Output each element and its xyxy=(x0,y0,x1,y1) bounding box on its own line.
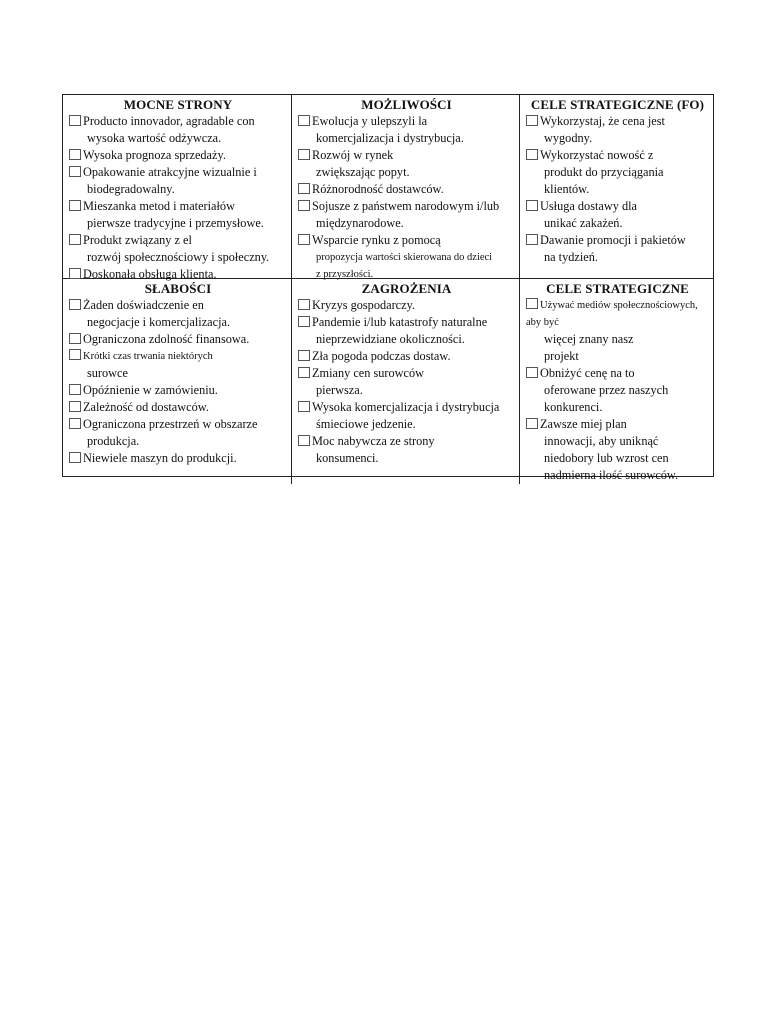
list-item: Opakowanie atrakcyjne wizualnie i xyxy=(69,164,287,181)
bullet-box-icon xyxy=(69,200,81,211)
list-item-continuation: pierwsze tradycyjne i przemysłowe. xyxy=(87,216,264,230)
bullet-box-icon xyxy=(298,367,310,378)
bullet-box-icon xyxy=(69,166,81,177)
swot-table xyxy=(62,94,714,482)
list-item-continuation: klientów. xyxy=(544,182,590,196)
list-item: Ograniczona przestrzeń w obszarze xyxy=(69,416,287,433)
list-item: Zależność od dostawców. xyxy=(69,399,287,416)
weaknesses-cell xyxy=(63,279,292,484)
bullet-box-icon xyxy=(526,367,538,378)
bullet-box-icon xyxy=(69,401,81,412)
list-item: Usługa dostawy dla xyxy=(526,198,709,215)
list-item-continuation: rozwój społecznościowy i społeczny. xyxy=(87,250,270,264)
strengths-cell xyxy=(63,95,292,279)
bullet-box-icon xyxy=(69,299,81,310)
bullet-box-icon xyxy=(69,115,81,126)
threats-cell xyxy=(292,279,520,484)
list-item: Niewiele maszyn do produkcji. xyxy=(69,450,287,467)
bullet-box-icon xyxy=(69,418,81,429)
bullet-box-icon xyxy=(69,234,81,245)
opportunities-list xyxy=(298,113,515,283)
list-item: Ewolucja y ulepszyli la xyxy=(298,113,515,130)
weaknesses-title: SŁABOŚCI xyxy=(144,281,212,296)
list-item: Dawanie promocji i pakietów xyxy=(526,232,709,249)
list-item-continuation: na tydzień. xyxy=(544,250,598,264)
list-item-continuation: konsumenci. xyxy=(316,451,379,465)
list-item: Wykorzystać nowość z xyxy=(526,147,709,164)
bullet-box-icon xyxy=(298,234,310,245)
list-item: Krótki czas trwania niektórych xyxy=(69,348,287,365)
list-item: Rozwój w rynek xyxy=(298,147,515,164)
list-item-continuation: produkt do przyciągania xyxy=(544,165,664,179)
bullet-box-icon xyxy=(298,149,310,160)
goals-fo-cell xyxy=(520,95,713,279)
bullet-box-icon xyxy=(526,418,538,429)
list-item-continuation: międzynarodowe. xyxy=(316,216,404,230)
list-item: Żaden doświadczenie en xyxy=(69,297,287,314)
list-item-continuation: pierwsza. xyxy=(316,383,363,397)
list-item: Wykorzystaj, że cena jest xyxy=(526,113,709,130)
list-item-continuation: konkurenci. xyxy=(544,400,603,414)
list-item: Wysoka prognoza sprzedaży. xyxy=(69,147,287,164)
list-item: Używać mediów społecznościowych, aby być xyxy=(526,300,698,328)
list-item-continuation: biodegradowalny. xyxy=(87,182,175,196)
list-item-continuation: negocjacje i komercjalizacja. xyxy=(87,315,231,329)
bullet-box-icon xyxy=(69,384,81,395)
list-item-continuation: produkcja. xyxy=(87,434,140,448)
list-item: Zawsze miej plan xyxy=(526,416,709,433)
list-item-continuation: wygodny. xyxy=(544,131,593,145)
list-item: Mieszanka metod i materiałów xyxy=(69,198,287,215)
bullet-box-icon xyxy=(298,115,310,126)
bullet-box-icon xyxy=(69,349,81,360)
list-item: Wsparcie rynku z pomocą xyxy=(298,232,515,249)
list-item-continuation: niedobory lub wzrost cen xyxy=(544,451,669,465)
list-item-continuation: unikać zakażeń. xyxy=(544,216,623,230)
list-item-continuation: nieprzewidziane okoliczności. xyxy=(316,332,465,346)
bullet-box-icon xyxy=(526,234,538,245)
opportunities-title: MOŻLIWOŚCI xyxy=(361,97,452,112)
list-item: Moc nabywcza ze strony xyxy=(298,433,515,450)
bullet-box-icon xyxy=(526,200,538,211)
list-item-continuation: komercjalizacja i dystrybucja. xyxy=(316,131,464,145)
goals-list xyxy=(526,297,709,484)
bullet-box-icon xyxy=(298,183,310,194)
bullet-box-icon xyxy=(298,435,310,446)
bullet-box-icon xyxy=(69,452,81,463)
goals-title: CELE STRATEGICZNE xyxy=(546,281,689,296)
list-item: Pandemie i/lub katastrofy naturalne xyxy=(298,314,515,331)
strengths-list xyxy=(69,113,287,283)
list-item: Opóźnienie w zamówieniu. xyxy=(69,382,287,399)
bullet-box-icon xyxy=(69,149,81,160)
goals-fo-title: CELE STRATEGICZNE (FO) xyxy=(530,97,705,112)
opportunities-cell xyxy=(292,95,520,279)
bullet-box-icon xyxy=(526,149,538,160)
bullet-box-icon xyxy=(298,350,310,361)
list-item: Różnorodność dostawców. xyxy=(298,181,515,198)
list-item-continuation: wysoka wartość odżywcza. xyxy=(87,131,222,145)
weaknesses-list xyxy=(69,297,287,467)
list-item: Ograniczona zdolność finansowa. xyxy=(69,331,287,348)
list-item-continuation: nadmierna ilość surowców. xyxy=(544,468,679,482)
list-item-continuation: więcej znany nasz xyxy=(544,332,634,346)
list-item: Produkt związany z el xyxy=(69,232,287,249)
list-item: Producto innovador, agradable con xyxy=(69,113,287,130)
list-item: Obniżyć cenę na to xyxy=(526,365,709,382)
list-item-continuation: propozycja wartości skierowana do dzieci xyxy=(316,252,493,263)
list-item-continuation: z przyszłości. xyxy=(316,269,374,280)
list-item-continuation: innowacji, aby uniknąć xyxy=(544,434,659,448)
list-item: Wysoka komercjalizacja i dystrybucja xyxy=(298,399,515,416)
threats-title: ZAGROŻENIA xyxy=(361,281,452,296)
list-item-continuation: zwiększając popyt. xyxy=(316,165,410,179)
list-item-continuation: śmieciowe jedzenie. xyxy=(316,417,416,431)
goals-cell xyxy=(520,279,713,484)
bullet-box-icon xyxy=(298,401,310,412)
bullet-box-icon xyxy=(298,316,310,327)
strengths-title: MOCNE STRONY xyxy=(123,97,233,112)
bullet-box-icon xyxy=(526,115,538,126)
list-item-continuation: projekt xyxy=(544,349,579,363)
list-item: Zła pogoda podczas dostaw. xyxy=(298,348,515,365)
list-item: Kryzys gospodarczy. xyxy=(298,297,515,314)
list-item: Sojusze z państwem narodowym i/lub xyxy=(298,198,515,215)
bullet-box-icon xyxy=(298,299,310,310)
goals-fo-list xyxy=(526,113,709,266)
bullet-box-icon xyxy=(526,298,538,309)
bullet-box-icon xyxy=(69,333,81,344)
list-item: Doskonała obsługa klienta. xyxy=(69,266,287,283)
list-item: Zmiany cen surowców xyxy=(298,365,515,382)
bullet-box-icon xyxy=(69,268,81,279)
threats-list xyxy=(298,297,515,467)
list-item-continuation: oferowane przez naszych xyxy=(544,383,669,397)
list-item-continuation: surowce xyxy=(87,366,128,380)
bullet-box-icon xyxy=(298,200,310,211)
